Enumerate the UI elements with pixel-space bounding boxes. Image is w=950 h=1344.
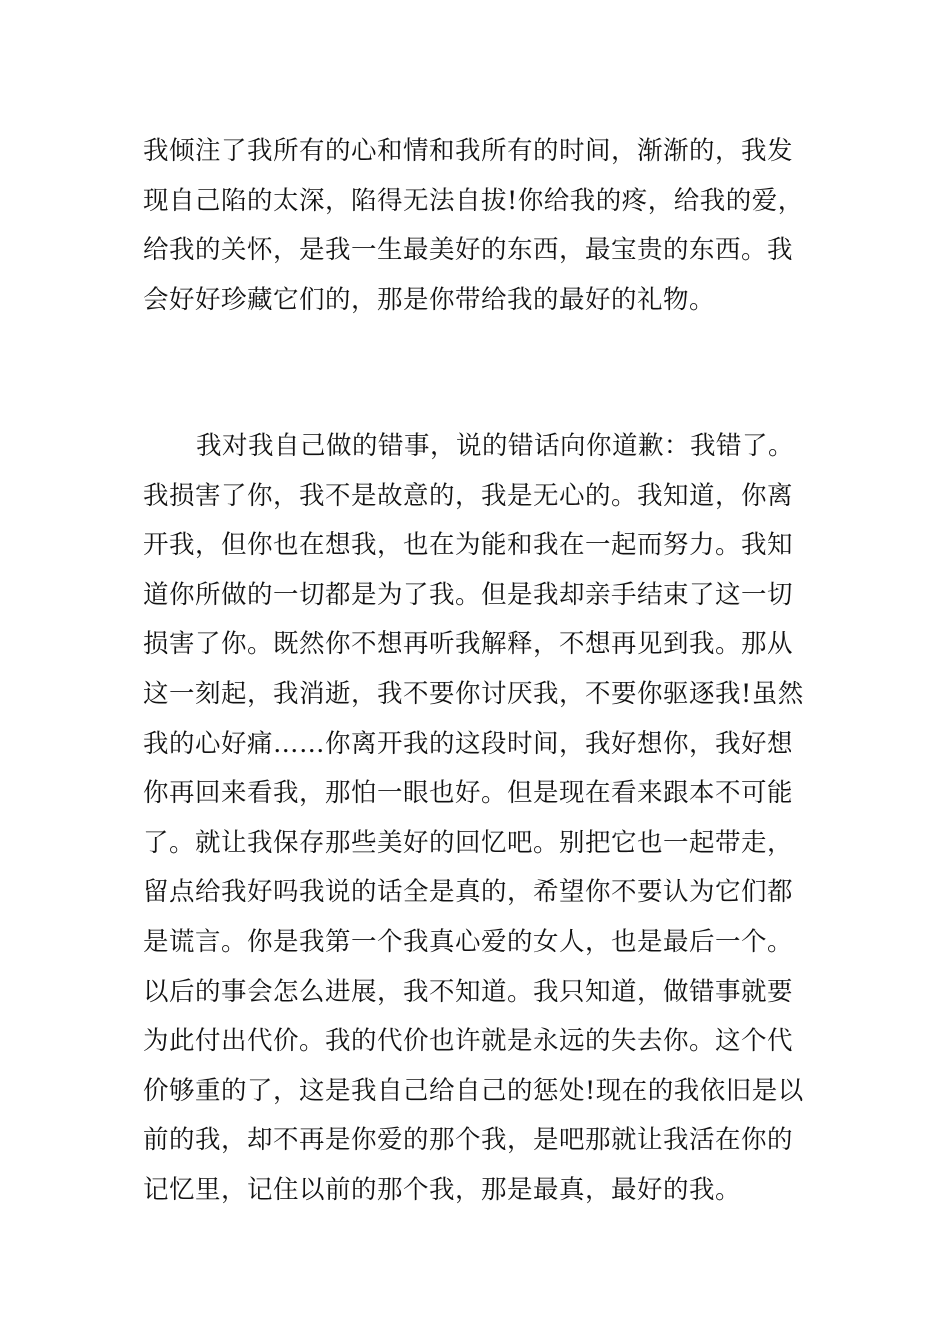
paragraph-1-line: 会好好珍藏它们的，那是你带给我的最好的礼物。 (143, 284, 716, 315)
paragraph-2 (143, 422, 813, 1216)
paragraph-2-line: 了。就让我保存那些美好的回忆吧。别把它也一起带走， (143, 827, 794, 858)
paragraph-1-line: 现自己陷的太深，陷得无法自拔!你给我的疼，给我的爱， (143, 185, 804, 216)
paragraph-2-line: 这一刻起，我消逝，我不要你讨厌我，不要你驱逐我!虽然 (143, 678, 804, 709)
paragraph-2-line: 以后的事会怎么进展，我不知道。我只知道，做错事就要 (143, 976, 794, 1007)
paragraph-2-line: 价够重的了，这是我自己给自己的惩处!现在的我依旧是以 (143, 1075, 804, 1106)
paragraph-2-line: 前的我，却不再是你爱的那个我，是吧那就让我活在你的 (143, 1125, 794, 1156)
paragraph-2-line: 记忆里，记住以前的那个我，那是最真，最好的我。 (143, 1174, 742, 1205)
paragraph-1-line: 我倾注了我所有的心和情和我所有的时间，渐渐的，我发 (143, 136, 794, 166)
paragraph-2-line: 道你所做的一切都是为了我。但是我却亲手结束了这一切 (143, 579, 794, 610)
paragraph-1-line: 给我的关怀，是我一生最美好的东西，最宝贵的东西。我 (143, 235, 794, 266)
paragraph-2-line: 开我，但你也在想我，也在为能和我在一起而努力。我知 (143, 530, 794, 561)
paragraph-2-line: 为此付出代价。我的代价也许就是永远的失去你。这个代 (143, 1026, 794, 1057)
paragraph-2-first-line: 我对我自己做的错事，说的错话向你道歉：我错了。 (196, 431, 795, 461)
paragraph-2-line: 损害了你。既然你不想再听我解释，不想再见到我。那从 (143, 629, 794, 660)
paragraph-2-line: 你再回来看我，那怕一眼也好。但是现在看来跟本不可能 (143, 778, 794, 809)
paragraph-2-line: 是谎言。你是我第一个我真心爱的女人，也是最后一个。 (143, 926, 794, 957)
paragraph-2-line: 留点给我好吗我说的话全是真的，希望你不要认为它们都 (143, 877, 794, 908)
paragraph-2-line: 我损害了你，我不是故意的，我是无心的。我知道，你离 (143, 480, 794, 511)
paragraph-2-line: 我的心好痛……你离开我的这段时间，我好想你，我好想 (143, 728, 794, 759)
paragraph-1 (143, 127, 813, 325)
